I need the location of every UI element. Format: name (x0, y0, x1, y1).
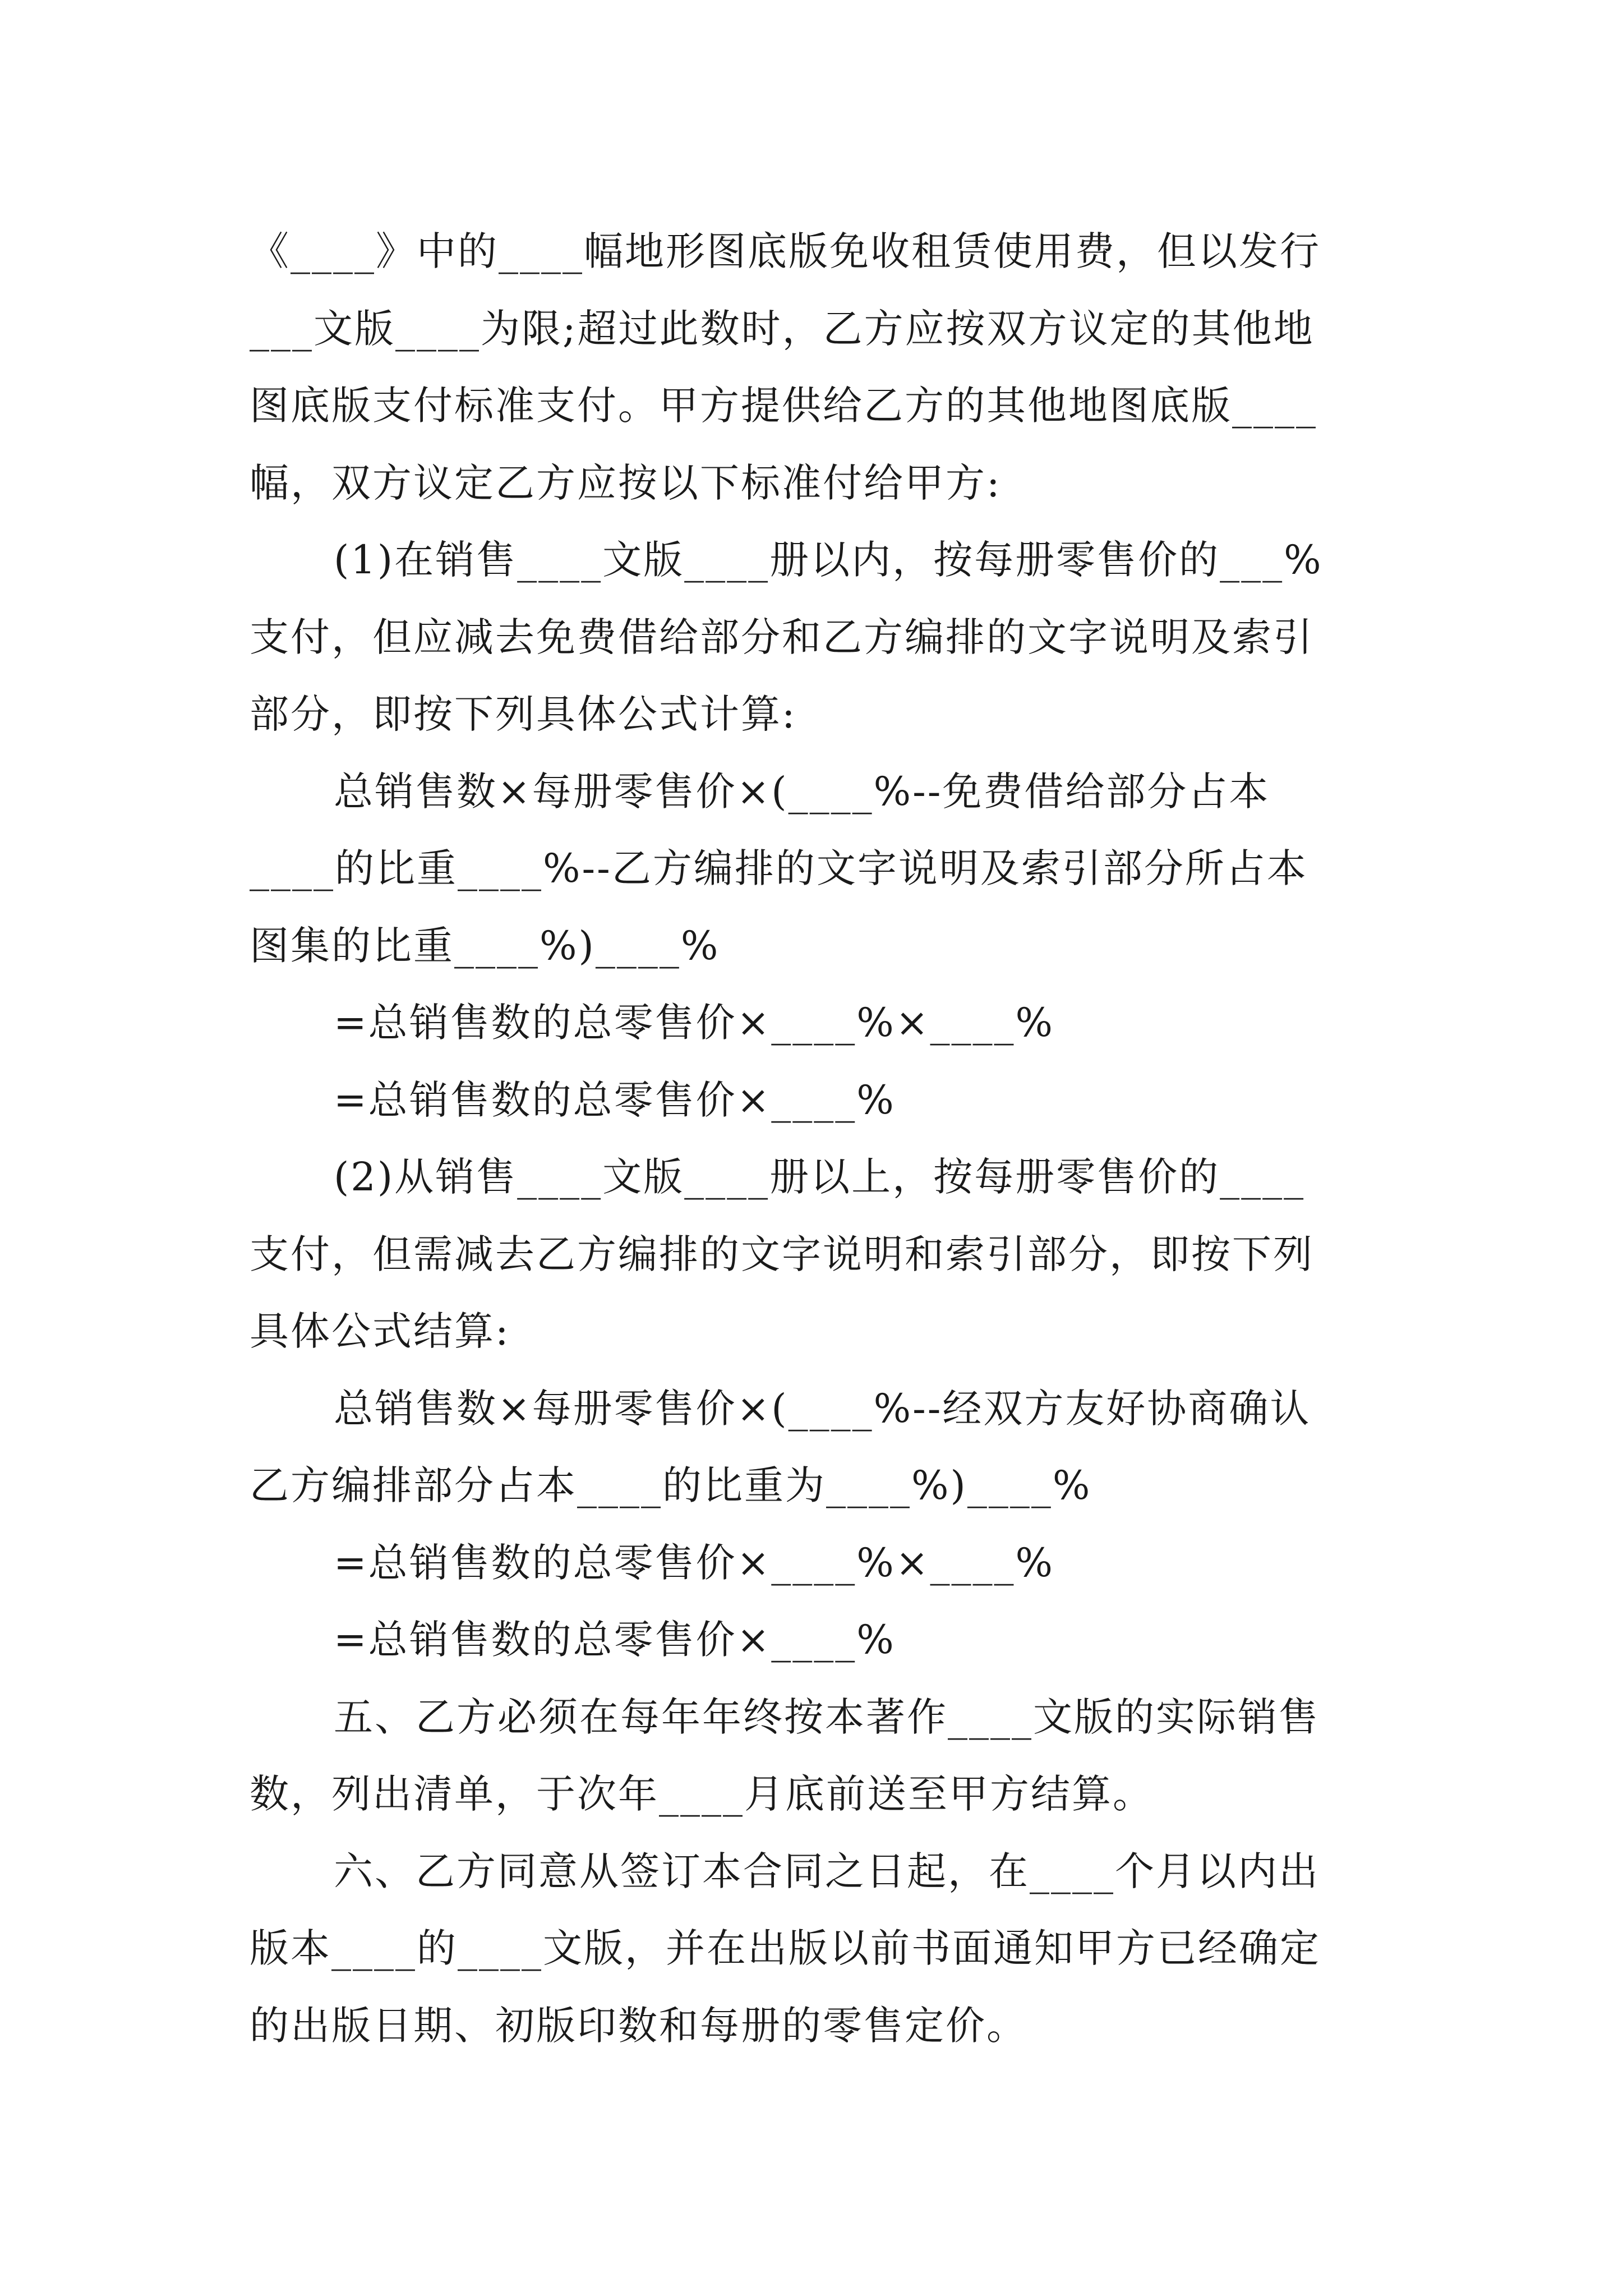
text-line-9: 支付，但需减去乙方编排的文字说明和索引部分，即按下列 (250, 1231, 1314, 1277)
formula-line-4: =总销售数的总零售价×____%×____% (334, 1000, 1054, 1046)
text-line-7: 部分，即按下列具体公式计算: (250, 691, 797, 737)
formula-line-3: 图集的比重____%)____% (250, 922, 720, 969)
text-line-5: (1)在销售____文版____册以内，按每册零售价的___% (334, 537, 1323, 583)
contract-text (250, 213, 1388, 2064)
formula-line-9: =总销售数的总零售价×____% (334, 1617, 896, 1663)
formula-line-2: ____的比重____%--乙方编排的文字说明及索引部分所占本 (250, 845, 1308, 891)
text-line-6: 支付，但应减去免费借给部分和乙方编排的文字说明及索引 (250, 614, 1314, 660)
formula-line-7: 乙方编排部分占本____的比重为____%)____% (250, 1462, 1092, 1508)
text-line-1: 《____》中的____幅地形图底版免收租赁使用费，但以发行 (250, 228, 1321, 274)
formula-line-6: 总销售数×每册零售价×(____%--经双方友好协商确认 (334, 1385, 1311, 1432)
clause-six-line-3: 的出版日期、初版印数和每册的零售定价。 (250, 2002, 1027, 2049)
text-line-4: 幅，双方议定乙方应按以下标准付给甲方: (250, 459, 1002, 506)
clause-six-line-2: 版本____的____文版，并在出版以前书面通知甲方已经确定 (250, 1925, 1321, 1971)
clause-five-line-1: 五、乙方必须在每年年终按本著作____文版的实际销售 (334, 1694, 1320, 1740)
formula-line-8: =总销售数的总零售价×____%×____% (334, 1539, 1054, 1586)
text-line-2: ___文版____为限;超过此数时，乙方应按双方议定的其他地 (250, 305, 1315, 352)
clause-five-line-2: 数，列出清单，于次年____月底前送至甲方结算。 (250, 1771, 1154, 1817)
text-line-3: 图底版支付标准支付。甲方提供给乙方的其他地图底版____ (250, 383, 1317, 429)
text-line-10: 具体公式结算: (250, 1308, 510, 1354)
text-line-8: (2)从销售____文版____册以上，按每册零售价的____ (334, 1154, 1306, 1200)
formula-line-1: 总销售数×每册零售价×(____%--免费借给部分占本 (334, 768, 1270, 815)
clause-six-line-1: 六、乙方同意从签订本合同之日起，在____个月以内出 (334, 1848, 1320, 1894)
formula-line-5: =总销售数的总零售价×____% (334, 1076, 896, 1123)
